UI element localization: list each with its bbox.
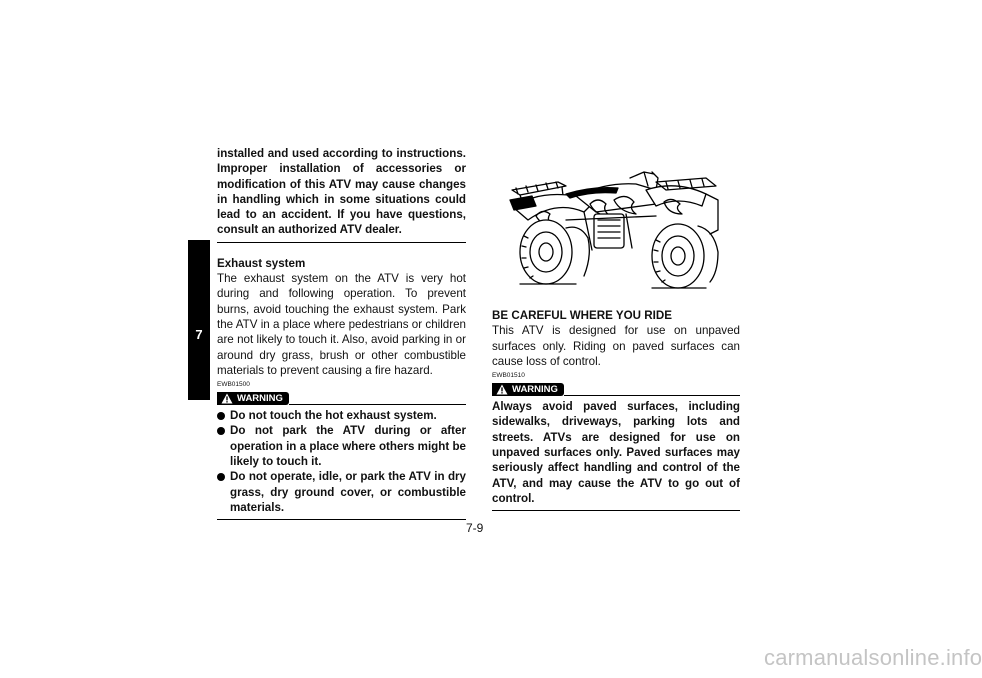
warning-triangle-icon xyxy=(221,393,233,404)
atv-illustration xyxy=(506,160,726,295)
bullet-icon xyxy=(217,473,225,481)
chapter-tab xyxy=(188,240,210,400)
warning-bullet-list xyxy=(217,408,466,515)
watermark: carmanualsonline.info xyxy=(764,645,982,670)
warning-badge xyxy=(217,392,289,405)
page-number: 7-9 xyxy=(466,521,484,535)
exhaust-section-title: Exhaust system xyxy=(217,256,306,270)
warning-header xyxy=(217,390,466,405)
left-column xyxy=(217,146,466,520)
warning-bullet: Do not operate, idle, or park the ATV in dry grass, dry ground cover, or combustible materials. xyxy=(217,469,466,515)
paved-surface-warning-text: Always avoid paved surfaces, including sidewalks, driveways, parking lots and streets. ATVs are designed for use on unpaved surfaces only. Paved surfaces may seriously affect handling and control of the ATV, and may cause the ATV to go out of control. xyxy=(492,400,740,505)
warning-end-rule xyxy=(217,242,466,243)
bullet-icon xyxy=(217,412,225,420)
warning-label: WARNING xyxy=(237,393,283,405)
warning-header xyxy=(492,381,740,396)
warning-end-rule xyxy=(492,510,740,511)
warning-badge xyxy=(492,383,564,396)
right-column xyxy=(492,308,740,511)
accessory-warning-text: installed and used according to instructions. Improper installation of accessories or modification of this ATV may cause changes in handling which in some situations could lead to an accident. If you have questions, consult an authorized ATV dealer. xyxy=(217,147,466,237)
exhaust-section-body: The exhaust system on the ATV is very hot during and following operation. To prevent burns, avoid touching the exhaust system. Park the ATV in a place where pedestrians or children are not likely to touch it. Also, avoid parking in or around dry grass, brush or other combustible materials to prevent causing a fire hazard. xyxy=(217,272,466,377)
ride-section-title: BE CAREFUL WHERE YOU RIDE xyxy=(492,309,672,322)
warning-header-rule xyxy=(564,395,740,396)
ride-section-body: This ATV is designed for use on unpaved surfaces only. Riding on paved surfaces can cause loss of control. xyxy=(492,324,740,368)
warning-bullet: Do not park the ATV during or after operation in a place where others might be likely to touch it. xyxy=(217,423,466,469)
bullet-icon xyxy=(217,427,225,435)
warning-code: EWB01510 xyxy=(492,372,525,380)
warning-end-rule xyxy=(217,519,466,520)
warning-code: EWB01500 xyxy=(217,381,250,389)
warning-label: WARNING xyxy=(512,384,558,396)
warning-bullet: Do not touch the hot exhaust system. xyxy=(217,408,466,423)
chapter-number: 7 xyxy=(195,327,203,342)
warning-header-rule xyxy=(289,404,466,405)
warning-triangle-icon xyxy=(496,384,508,395)
